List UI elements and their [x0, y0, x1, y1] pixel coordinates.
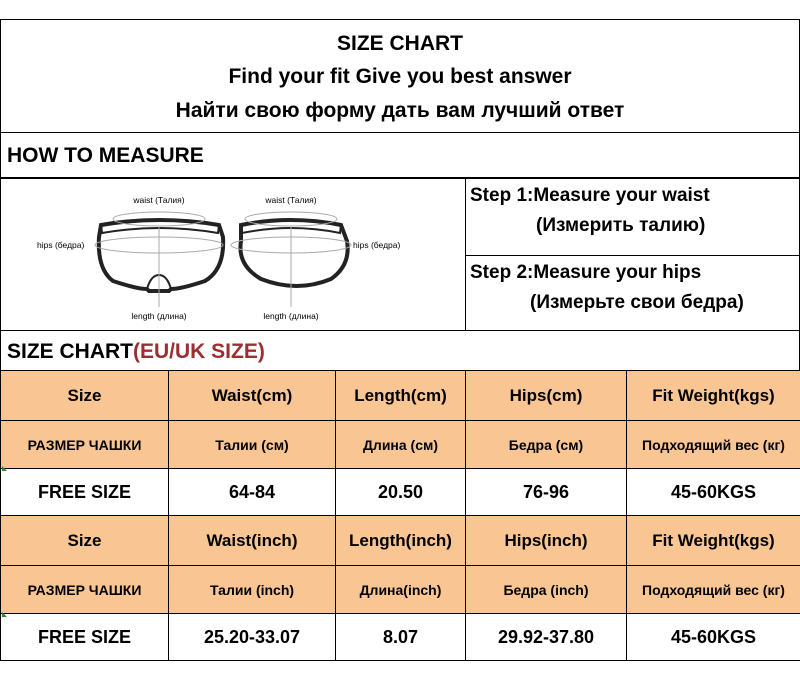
size-chart-heading-bar	[0, 330, 800, 371]
right-hips-label: hips (бедра)	[353, 240, 401, 250]
measure-steps	[465, 178, 800, 331]
table-cell: Бедра (см)	[466, 421, 627, 469]
table-cell: Length(cm)	[336, 371, 466, 421]
table-cell: РАЗМЕР ЧАШКИ	[1, 566, 169, 614]
table-cell: Fit Weight(kgs)	[627, 516, 800, 566]
table-cell: Талии (inch)	[169, 566, 336, 614]
title-block	[0, 19, 800, 133]
table-cell: 45-60KGS	[627, 614, 800, 661]
table-row	[1, 614, 800, 661]
right-waist-label: waist (Талия)	[265, 195, 317, 205]
right-length-label: length (длина)	[263, 311, 319, 321]
table-cell: 20.50	[336, 469, 466, 516]
table-cell: Подходящий вес (кг)	[627, 421, 800, 469]
left-length-label: length (длина)	[131, 311, 187, 321]
step2-english: Step 2:Measure your hips	[470, 262, 702, 283]
table-cell: Талии (см)	[169, 421, 336, 469]
table-cell: 25.20-33.07	[169, 614, 336, 661]
table-row	[1, 516, 800, 566]
table-row	[1, 421, 800, 469]
table-cell: 64-84	[169, 469, 336, 516]
subtitle-english: Find your fit Give you best answer	[228, 65, 572, 88]
table-cell: FREE SIZE	[1, 614, 169, 661]
table-cell: 76-96	[466, 469, 627, 516]
table-cell: Hips(inch)	[466, 516, 627, 566]
table-cell: Waist(inch)	[169, 516, 336, 566]
table-row	[1, 469, 800, 516]
table-cell: Fit Weight(kgs)	[627, 371, 800, 421]
size-chart-heading: SIZE CHART(EU/UK SIZE)	[7, 340, 265, 363]
table-cell: Size	[1, 516, 169, 566]
steps-divider	[466, 255, 799, 256]
table-cell: 8.07	[336, 614, 466, 661]
how-to-measure-heading-bar	[0, 132, 800, 178]
table-cell: РАЗМЕР ЧАШКИ	[1, 421, 169, 469]
table-cell: Waist(cm)	[169, 371, 336, 421]
corner-marker	[2, 612, 7, 617]
table-cell: Size	[1, 371, 169, 421]
table-cell: 45-60KGS	[627, 469, 800, 516]
brief-outline-icon	[99, 220, 223, 291]
size-table	[0, 370, 800, 661]
corner-marker	[2, 466, 7, 471]
step1-russian: (Измерить талию)	[536, 215, 706, 236]
page-title: SIZE CHART	[337, 32, 463, 55]
table-row	[1, 566, 800, 614]
table-cell: Длина(inch)	[336, 566, 466, 614]
table-cell: Подходящий вес (кг)	[627, 566, 800, 614]
how-to-measure-heading: HOW TO MEASURE	[7, 144, 204, 167]
table-cell: FREE SIZE	[1, 469, 169, 516]
table-cell: Length(inch)	[336, 516, 466, 566]
step2-russian: (Измерьте свои бедра)	[530, 292, 744, 313]
step1-english: Step 1:Measure your waist	[470, 185, 710, 206]
subtitle-russian: Найти свою форму дать вам лучший ответ	[175, 99, 625, 122]
measurement-illustration	[0, 178, 466, 331]
left-waist-label: waist (Талия)	[133, 195, 185, 205]
table-cell: Hips(cm)	[466, 371, 627, 421]
table-cell: Бедра (inch)	[466, 566, 627, 614]
table-cell: 29.92-37.80	[466, 614, 627, 661]
panties-diagram-icon	[1, 179, 465, 330]
size-chart-heading-suffix: (EU/UK SIZE)	[133, 340, 265, 363]
table-cell: Длина (см)	[336, 421, 466, 469]
table-row	[1, 371, 800, 421]
left-hips-label: hips (бедра)	[37, 240, 85, 250]
